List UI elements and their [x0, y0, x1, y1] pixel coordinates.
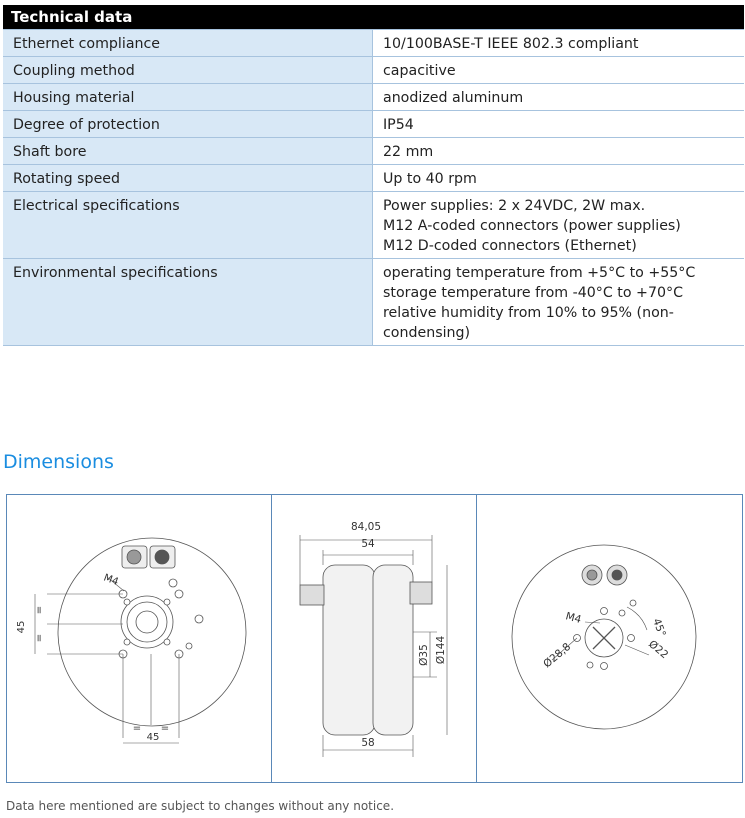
label-angle-45: 45° — [650, 616, 668, 639]
mount-hole — [628, 635, 635, 642]
dimensions-drawing-panel — [6, 494, 743, 783]
equal-mark: = — [34, 633, 45, 643]
housing-outline — [512, 545, 696, 729]
spec-value — [373, 111, 745, 138]
spec-value-line: IP54 — [383, 117, 414, 133]
table-row — [3, 57, 744, 84]
equal-mark: = — [34, 605, 45, 615]
connector-side-left — [300, 585, 324, 605]
spec-label: Degree of protection — [3, 111, 373, 138]
mount-hole — [186, 643, 192, 649]
connector-back-right-pins — [612, 570, 622, 580]
spec-label: Electrical specifications — [3, 192, 373, 259]
footer-note: Data here mentioned are subject to changes without any notice. — [6, 799, 395, 813]
connector-side-right — [410, 582, 432, 604]
spec-value — [373, 57, 745, 84]
table-row — [3, 84, 744, 111]
spec-value — [373, 259, 745, 346]
spec-value-line: anodized aluminum — [383, 90, 524, 106]
spec-value — [373, 165, 745, 192]
table-row — [3, 138, 744, 165]
back-view-drawing — [477, 495, 743, 782]
table-row — [3, 259, 744, 346]
technical-data-table — [3, 5, 744, 346]
equal-mark: = — [160, 723, 170, 734]
spec-value — [373, 30, 745, 57]
mount-hole — [619, 610, 625, 616]
label-d22: Ø22 — [646, 638, 671, 662]
spec-value-line: Up to 40 rpm — [383, 171, 477, 187]
spec-label: Rotating speed — [3, 165, 373, 192]
table-body — [3, 30, 744, 346]
label-d35: Ø35 — [418, 644, 430, 666]
spec-label: Shaft bore — [3, 138, 373, 165]
label-45-vertical: 45 — [16, 620, 27, 634]
front-view-drawing — [7, 495, 271, 782]
equal-mark: = — [132, 723, 142, 734]
housing-rotor — [373, 565, 413, 735]
mount-hole — [601, 663, 608, 670]
mount-hole — [587, 662, 593, 668]
mount-hole — [175, 590, 183, 598]
spec-value-line: condensing) — [383, 325, 471, 341]
table-row — [3, 30, 744, 57]
leader-line-d22 — [625, 645, 649, 655]
spec-label: Environmental specifications — [3, 259, 373, 346]
bolt-hole — [124, 599, 130, 605]
bolt-hole — [164, 599, 170, 605]
connector-back-left-pins — [587, 570, 597, 580]
mount-hole — [195, 615, 203, 623]
label-m4: M4 — [101, 572, 120, 588]
table-title: Technical data — [3, 5, 744, 30]
label-58: 58 — [361, 737, 375, 749]
mount-hole — [169, 579, 177, 587]
spec-value-line: 22 mm — [383, 144, 434, 160]
connector-right-pins — [155, 550, 169, 564]
housing-body — [323, 565, 375, 735]
connector-left-pins — [127, 550, 141, 564]
label-d288: Ø28,8 — [541, 640, 574, 671]
spec-value-line: M12 D-coded connectors (Ethernet) — [383, 238, 637, 254]
mount-hole — [601, 608, 608, 615]
spec-value — [373, 138, 745, 165]
label-84: 84,05 — [350, 521, 382, 533]
spec-label: Coupling method — [3, 57, 373, 84]
spec-value-line: relative humidity from 10% to 95% (non- — [383, 305, 674, 321]
bolt-hole — [164, 639, 170, 645]
spec-value — [373, 84, 745, 111]
angle-arc — [627, 607, 647, 630]
shaft-bore — [136, 611, 158, 633]
spec-value-line: M12 A-coded connectors (power supplies) — [383, 218, 681, 234]
spec-value-line: Power supplies: 2 x 24VDC, 2W max. — [383, 198, 646, 214]
label-54: 54 — [361, 538, 375, 550]
dimensions-title: Dimensions — [3, 451, 114, 473]
spec-label: Housing material — [3, 84, 373, 111]
spec-value — [373, 192, 745, 259]
mount-hole — [630, 600, 636, 606]
bolt-hole — [124, 639, 130, 645]
spec-value-line: storage temperature from -40°C to +70°C — [383, 285, 683, 301]
label-45-horizontal: 45 — [146, 732, 160, 743]
table-row — [3, 165, 744, 192]
spec-value-line: capacitive — [383, 63, 456, 79]
table-header-row — [3, 5, 744, 30]
spec-value-line: operating temperature from +5°C to +55°C — [383, 265, 696, 281]
label-m4: M4 — [564, 610, 583, 626]
label-d144: Ø144 — [435, 635, 447, 665]
table-row — [3, 111, 744, 138]
table-row — [3, 192, 744, 259]
side-view-drawing — [272, 495, 476, 782]
spec-label: Ethernet compliance — [3, 30, 373, 57]
hub-inner — [127, 602, 167, 642]
spec-value-line: 10/100BASE-T IEEE 802.3 compliant — [383, 36, 639, 52]
